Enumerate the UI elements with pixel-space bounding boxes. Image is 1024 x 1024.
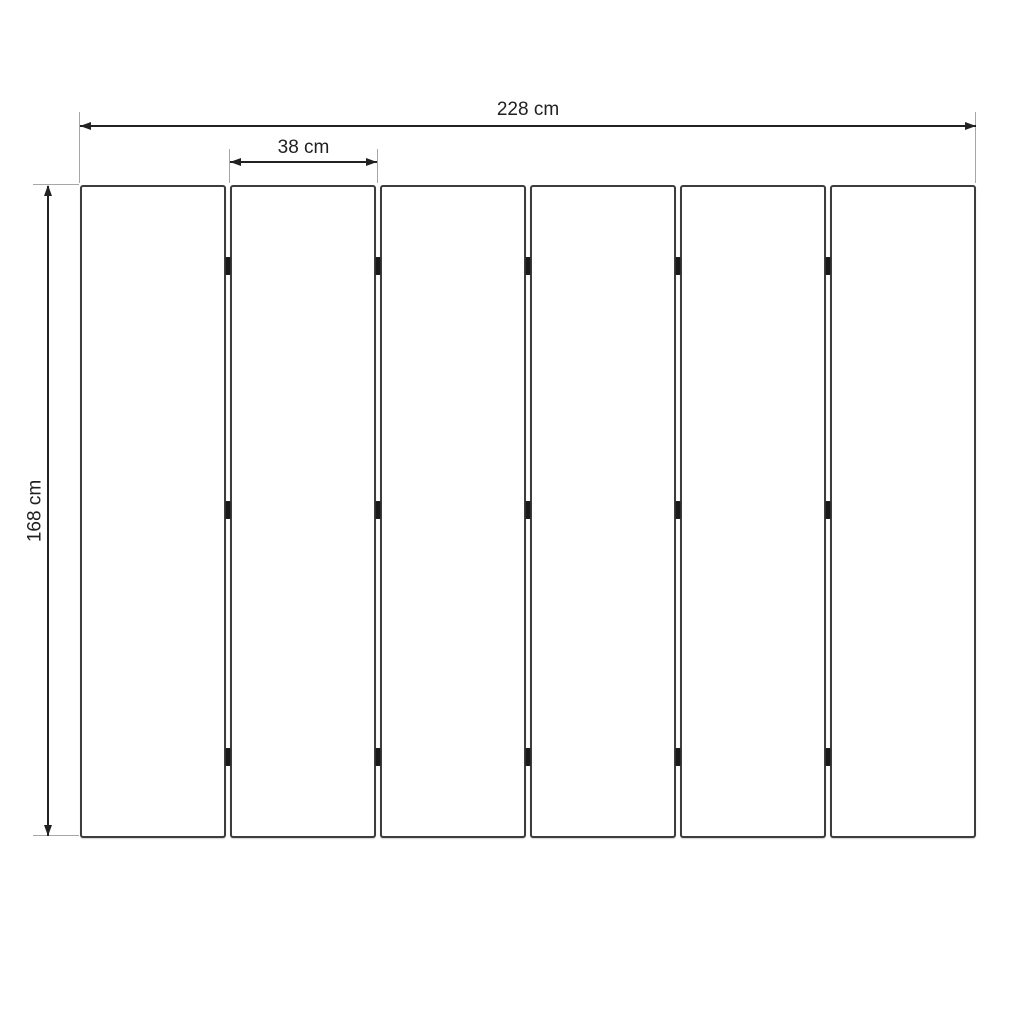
extension-line-panel-left: [229, 149, 230, 183]
panel-width-label: 38 cm: [277, 137, 330, 158]
panel-1: [80, 185, 226, 838]
panel-width-dimension-line: [230, 161, 377, 163]
hinge-icon: [526, 257, 531, 275]
panel-2: [230, 185, 376, 838]
panels-row: [80, 185, 976, 838]
hinge-icon: [376, 257, 381, 275]
panel-3: [380, 185, 526, 838]
panel-5: [680, 185, 826, 838]
total-width-dimension-line: [80, 125, 976, 127]
hinge-icon: [826, 501, 831, 519]
extension-line-panel-right: [377, 149, 378, 183]
height-dimension-line: [47, 186, 49, 836]
panel-4: [530, 185, 676, 838]
extension-line-bottom: [33, 835, 79, 836]
hinge-icon: [376, 501, 381, 519]
hinge-icon: [826, 748, 831, 766]
hinge-icon: [676, 501, 681, 519]
hinge-icon: [226, 501, 231, 519]
hinge-icon: [526, 748, 531, 766]
arrow-left-icon: [230, 158, 241, 166]
height-label: 168 cm: [24, 479, 46, 543]
extension-line-top: [33, 184, 79, 185]
hinge-icon: [826, 257, 831, 275]
hinge-icon: [376, 748, 381, 766]
arrow-down-icon: [44, 825, 52, 836]
arrow-right-icon: [965, 122, 976, 130]
hinge-icon: [676, 748, 681, 766]
arrow-up-icon: [44, 185, 52, 196]
hinge-icon: [526, 501, 531, 519]
hinge-icon: [226, 748, 231, 766]
hinge-icon: [676, 257, 681, 275]
arrow-right-icon: [366, 158, 377, 166]
total-width-label: 228 cm: [496, 99, 560, 120]
arrow-left-icon: [80, 122, 91, 130]
hinge-icon: [226, 257, 231, 275]
panel-6: [830, 185, 976, 838]
